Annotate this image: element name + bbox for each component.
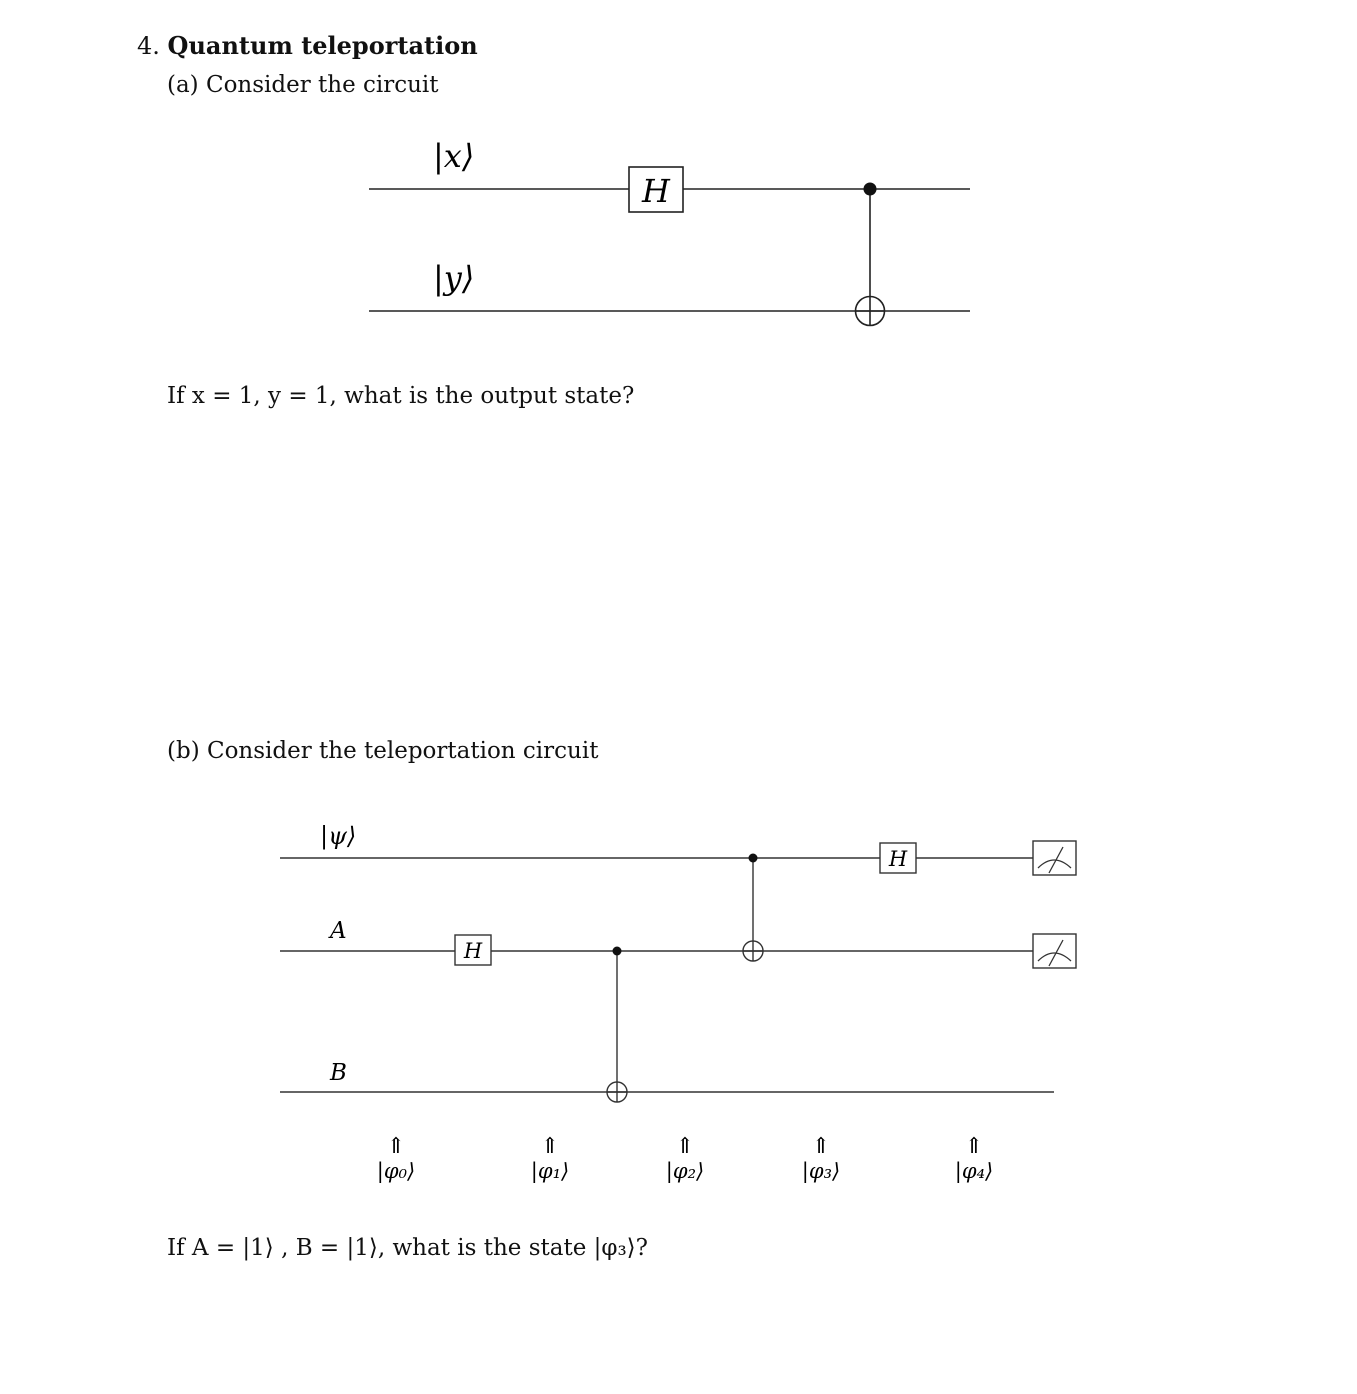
problem-title: Quantum teleportation	[167, 31, 478, 60]
hadamard-gate-a-label: H	[642, 172, 670, 210]
hadamard-gate-b-a-label: H	[463, 939, 483, 963]
circuit-a	[0, 0, 1357, 360]
cnot-a-control-dot	[864, 183, 877, 196]
problem-number: 4.	[137, 32, 160, 60]
part-b-question: If A = |1⟩ , B = |1⟩, what is the state |φ₃⟩?	[167, 1235, 648, 1261]
measurement-icon-a	[1033, 934, 1076, 968]
qubit-label-x: |x⟩	[433, 137, 475, 175]
state-label-phi4: |φ₄⟩	[954, 1159, 994, 1183]
state-label-phi0: |φ₀⟩	[376, 1159, 416, 1183]
state-label-phi2: |φ₂⟩	[665, 1159, 705, 1183]
measurement-icon-psi	[1033, 841, 1076, 875]
cnot-psia-control-dot	[749, 854, 758, 863]
state-arrow-4: ⇑	[964, 1134, 984, 1159]
state-arrow-3: ⇑	[811, 1134, 831, 1159]
state-label-phi3: |φ₃⟩	[801, 1159, 841, 1183]
part-a-question: If x = 1, y = 1, what is the output state?	[167, 383, 635, 409]
state-arrow-0: ⇑	[386, 1134, 406, 1159]
qubit-label-y: |y⟩	[433, 259, 475, 297]
part-b-label: (b) Consider the teleportation circuit	[167, 738, 599, 764]
state-label-phi1: |φ₁⟩	[530, 1159, 570, 1183]
cnot-ab-control-dot	[613, 947, 622, 956]
state-arrow-2: ⇑	[675, 1134, 695, 1159]
qubit-label-b: B	[330, 1060, 347, 1086]
hadamard-gate-b-psi-label: H	[888, 847, 908, 871]
state-arrow-1: ⇑	[540, 1134, 560, 1159]
part-a-label: (a) Consider the circuit	[167, 72, 439, 98]
qubit-label-psi: |ψ⟩	[320, 822, 357, 850]
circuit-b	[0, 800, 1357, 1200]
qubit-label-a: A	[330, 918, 347, 944]
